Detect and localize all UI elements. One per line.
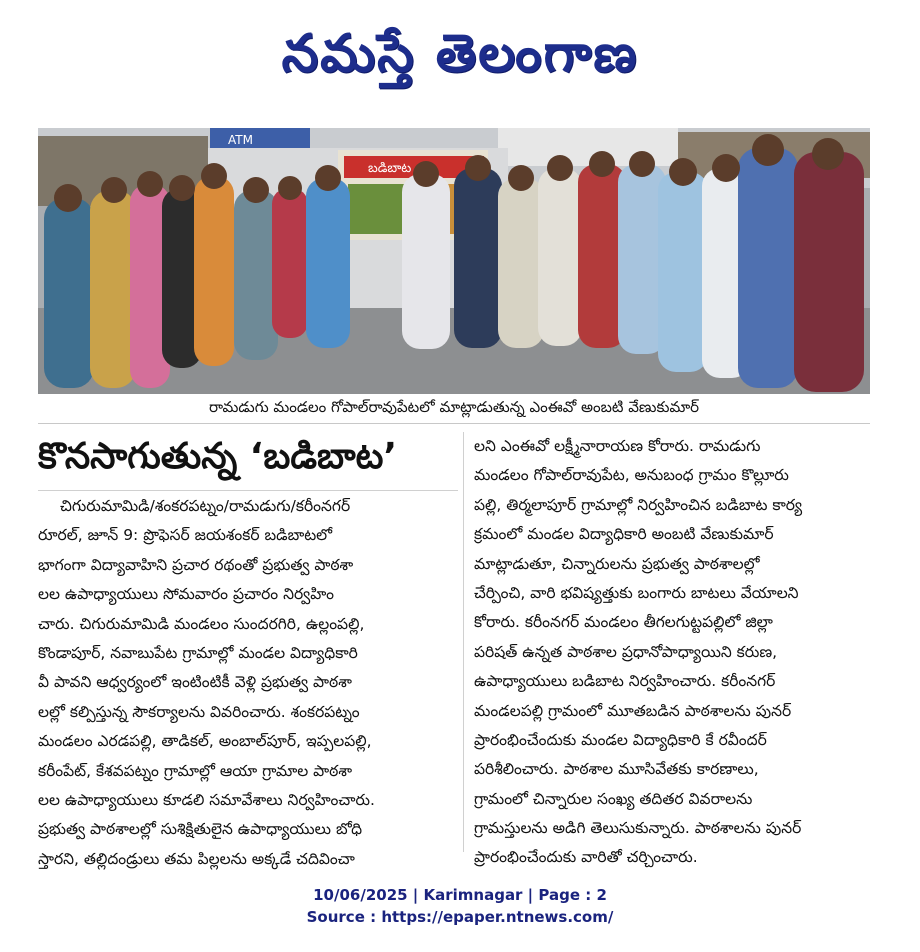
article-line: పరిషత్ ఉన్నత పాఠశాల ప్రధానోపాధ్యాయిని కరుణ, (474, 642, 778, 661)
atm-sign: ATM (228, 133, 253, 147)
article-line: పల్లి, తిర్మలాపూర్ గ్రామాల్లో నిర్వహించిన బడిబాట కార్య (474, 495, 803, 514)
article-line: లల ఉపాధ్యాయులు కూడలి సమావేశాలు నిర్వహించారు. (38, 790, 375, 809)
article-line: లల్లో కల్పిస్తున్న సౌకర్యాలను వివరించారు. శంకరపట్నం (38, 702, 360, 721)
article-line: భాగంగా విద్యావాహిని ప్రచార రథంతో ప్రభుత్వ పాఠశా (38, 555, 354, 574)
article-line: పరిశీలించారు. పాఠశాల మూసివేతకు కారణాలు, (474, 760, 759, 779)
article-line: చారు. చిగురుమామిడి మండలం సుందరగిరి, ఉల్లంపల్లి, (38, 614, 365, 633)
article-line: లని ఎంఈవో లక్ష్మీనారాయణ కోరారు. రామడుగు (474, 437, 761, 455)
article-column-left (38, 492, 463, 874)
article-headline: కొనసాగుతున్న ‘బడిబాట’ (38, 436, 398, 477)
article-line: కొండాపూర్, నవాబుపేట గ్రామాల్లో మండల విద్యాధికారి (38, 643, 358, 662)
article-line: మాట్లాడుతూ, చిన్నారులను ప్రభుత్వ పాఠశాలల్లో (474, 554, 760, 573)
column-divider (463, 432, 464, 852)
article-line: వీ పావని ఆధ్వర్యంలో ఇంటింటికీ వెళ్లి ప్రభుత్వ పాఠశా (38, 673, 352, 692)
article-line: మండలం ఎరడపల్లి, తాడికల్, అంబాల్‌పూర్, ఇప్పలపల్లి, (38, 732, 372, 751)
article-line: గ్రామంలో చిన్నారుల సంఖ్య తదితర వివరాలను (474, 789, 753, 808)
article-line: లల ఉపాధ్యాయులు సోమవారం ప్రచారం నిర్వహిం (38, 585, 334, 604)
photo-caption: రామడుగు మండలం గోపాల్‌రావుపేటలో మాట్లాడుతున్న ఎంఈవో అంబటి వేణుకుమార్ (38, 394, 870, 424)
headline-divider (38, 490, 458, 491)
masthead-title: నమస్తే తెలంగాణ (281, 23, 639, 84)
article-column-right (474, 432, 874, 873)
article-line: మండలం గోపాల్‌రావుపేట, అనుబంధ గ్రామం కొల్లూరు (474, 466, 789, 485)
page-footer (0, 884, 920, 928)
article-line: ప్రారంభించేందుకు మండల విద్యాధికారి కే రవీందర్ (474, 730, 767, 749)
article-line: చిగురుమామిడి/శంకరపట్నం/రామడుగు/కరీంనగర్ (60, 497, 351, 515)
article-line: కరీంపేట్, కేశవపట్నం గ్రామాల్లో ఆయా గ్రామాల పాఠశా (38, 761, 353, 780)
article-line: రూరల్, జూన్ 9: ప్రొఫెసర్ జయశంకర్ బడిబాటలో (38, 526, 333, 545)
news-photo (38, 128, 870, 394)
footer-source-link[interactable]: Source : https://epaper.ntnews.com/ (306, 908, 614, 926)
footer-edition-info: 10/06/2025 | Karimnagar | Page : 2 (313, 886, 607, 904)
article-line: క్రమంలో మండల విద్యాధికారి అంబటి వేణుకుమార్ (474, 525, 774, 544)
article-line: చేర్పించి, వారి భవిష్యత్తుకు బంగారు బాటలు వేయాలని (474, 583, 799, 602)
article-line: స్తారని, తల్లిదండ్రులు తమ పిల్లలను అక్కడే చదివించా (38, 849, 355, 868)
vehicle-banner: బడిబాట (368, 161, 412, 176)
article-line: ప్రభుత్వ పాఠశాలల్లో సుశిక్షితులైన ఉపాధ్యాయులు బోధి (38, 820, 363, 839)
masthead (0, 0, 920, 120)
article-line: కోరారు. కరీంనగర్ మండలం తీగలగుట్టపల్లిలో జిల్లా (474, 613, 773, 632)
article-line: గ్రామస్తులను అడిగి తెలుసుకున్నారు. పాఠశాలను పునర్ (474, 819, 802, 838)
article-line: ఉపాధ్యాయులు బడిబాట నిర్వహించారు. కరీంనగర్ (474, 672, 776, 691)
article-line: ప్రారంభించేందుకు వారితో చర్చించారు. (474, 848, 698, 867)
article-line: మండలపల్లి గ్రామంలో మూతబడిన పాఠశాలను పునర్ (474, 701, 792, 720)
